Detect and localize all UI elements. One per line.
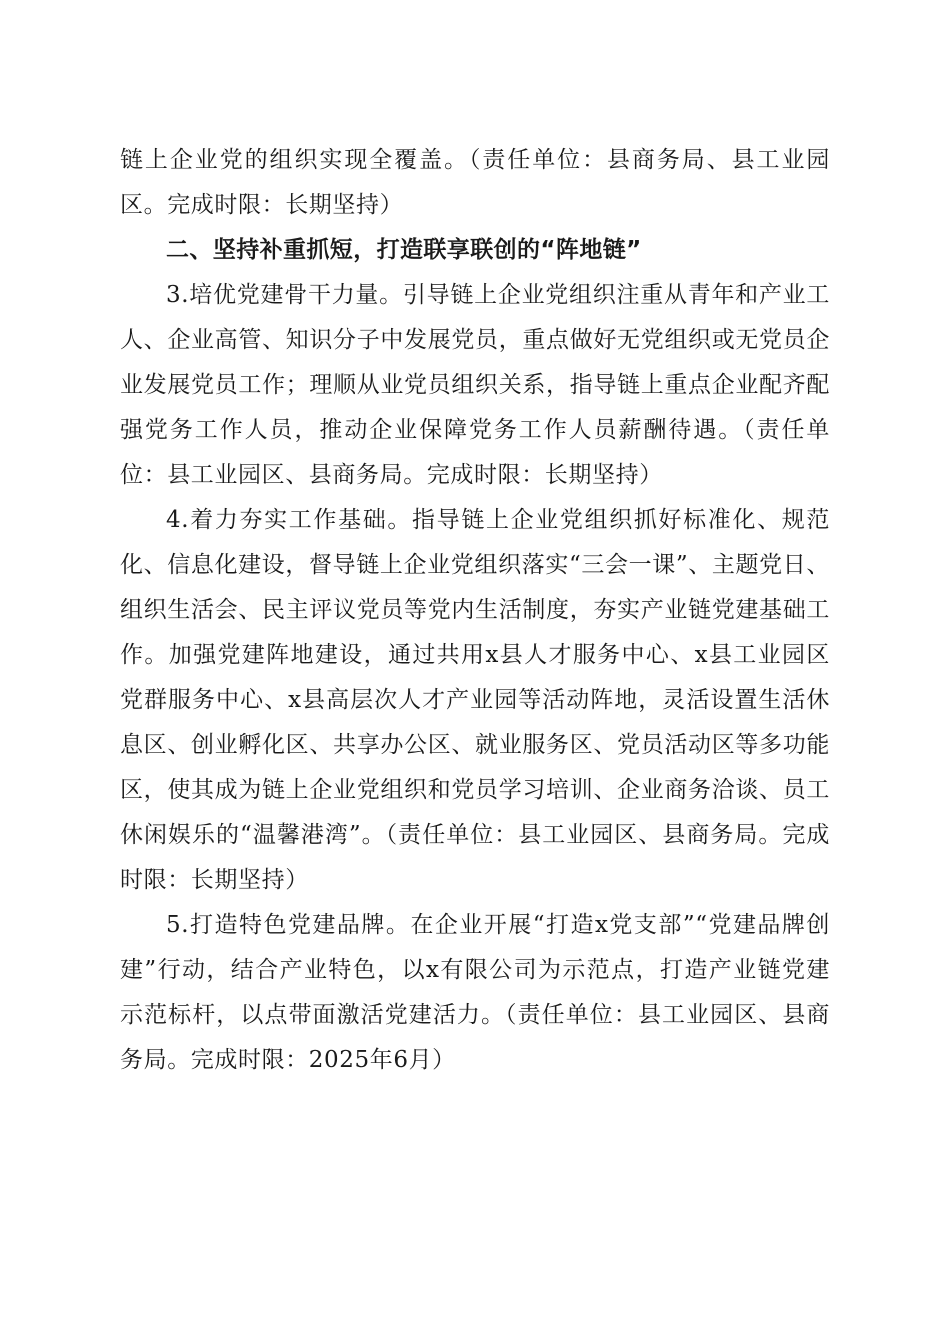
paragraph-item-4: 4.着力夯实工作基础。指导链上企业党组织抓好标准化、规范化、信息化建设，督导链上企业党组织落实“三会一课”、主题党日、组织生活会、民主评议党员等党内生活制度，夯实产业链党建基础工作。加强党建阵地建设，通过共用x县人才服务中心、x县工业园区党群服务中心、x县高层次人才产业园等活动阵地，灵活设置生活休息区、创业孵化区、共享办公区、就业服务区、党员活动区等多功能区，使其成为链上企业党组织和党员学习培训、企业商务洽谈、员工休闲娱乐的“温馨港湾”。（责任单位：县工业园区、县商务局。完成时限：长期坚持） [120, 507, 830, 893]
paragraph-item-5: 5.打造特色党建品牌。在企业开展“打造x党支部”“党建品牌创建”行动，结合产业特色，以x有限公司为示范点，打造产业链党建示范标杆，以点带面激活党建活力。（责任单位：县工业园区、县商务局。完成时限：2025年6月） [120, 912, 830, 1073]
paragraph-item-3: 3.培优党建骨干力量。引导链上企业党组织注重从青年和产业工人、企业高管、知识分子中发展党员，重点做好无党组织或无党员企业发展党员工作；理顺从业党员组织关系，指导链上重点企业配齐配强党务工作人员，推动企业保障党务工作人员薪酬待遇。（责任单位：县工业园区、县商务局。完成时限：长期坚持） [120, 282, 830, 488]
section-heading: 二、坚持补重抓短，打造联享联创的“阵地链” [166, 237, 642, 263]
paragraph-continuation: 链上企业党的组织实现全覆盖。（责任单位：县商务局、县工业园区。完成时限：长期坚持） [120, 147, 830, 218]
document-page [120, 138, 830, 1083]
